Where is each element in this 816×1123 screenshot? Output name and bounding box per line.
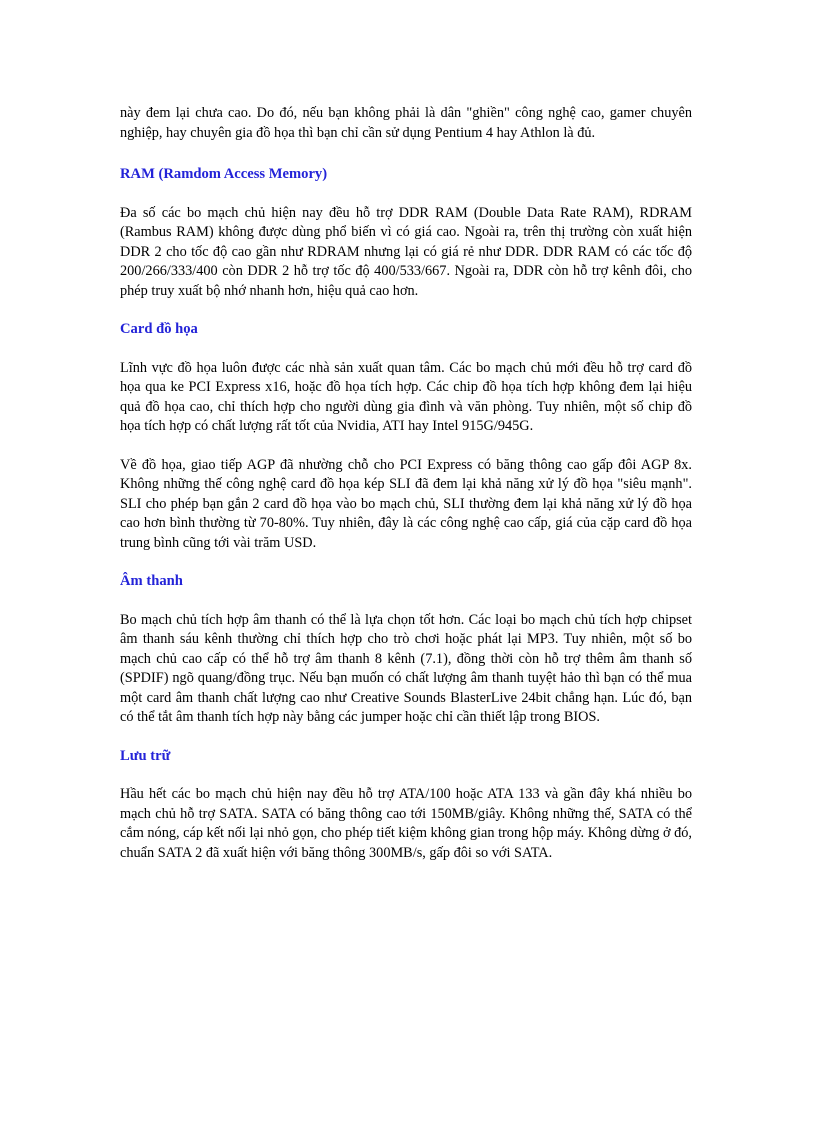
section-heading-graphics-card: Card đồ họa	[120, 321, 198, 337]
section-heading-storage: Lưu trữ	[120, 747, 171, 764]
section-heading-ram: RAM (Ramdom Access Memory)	[120, 166, 328, 182]
ram-paragraph: Đa số các bo mạch chủ hiện nay đều hỗ trợ DDR RAM (Double Data Rate RAM), RDRAM (Rambus RAM) không được dùng phổ biến vì có giá cao. Ngoài ra, trên thị trường còn xuất hiện DDR 2 cho tốc độ cao gần như RDRAM nhưng lại có giá rẻ như DDR. DDR RAM có các tốc độ 200/266/333/400 còn DDR 2 hỗ trợ tốc độ 400/533/667. Ngoài ra, DDR còn hỗ trợ kênh đôi, cho phép truy xuất bộ nhớ nhanh hơn, hiệu quả cao hơn.	[120, 204, 692, 299]
intro-paragraph: này đem lại chưa cao. Do đó, nếu bạn không phải là dân "ghiền" công nghệ cao, gamer chuyên nghiệp, hay chuyên gia đồ họa thì bạn chỉ cần sử dụng Pentium 4 hay Athlon là đủ.	[120, 105, 692, 141]
graphics-paragraph-1: Lĩnh vực đồ họa luôn được các nhà sản xuất quan tâm. Các bo mạch chủ mới đều hỗ trợ card đồ họa qua ke PCI Express x16, hoặc đồ họa tích hợp. Các chip đồ họa tích hợp không đem lại hiệu quả đồ họa cao, chỉ thích hợp cho người dùng gia đình và văn phòng. Tuy nhiên, một số chip đồ họa tích hợp có chất lượng rất tốt của Nvidia, ATI hay Intel 915G/945G.	[120, 359, 692, 434]
document-page	[120, 104, 692, 863]
audio-paragraph: Bo mạch chủ tích hợp âm thanh có thể là lựa chọn tốt hơn. Các loại bo mạch chủ tích hợp chipset âm thanh sáu kênh thường chỉ thích hợp cho trò chơi hoặc phát lại MP3. Tuy nhiên, một số bo mạch chủ cao cấp có thể hỗ trợ âm thanh 8 kênh (7.1), đồng thời còn hỗ trợ thêm âm thanh số (SPDIF) ngõ quang/đồng trục. Nếu bạn muốn có chất lượng âm thanh tuyệt hảo thì bạn có thể mua một card âm thanh chất lượng cao như Creative Sounds BlasterLive 24bit chẳng hạn. Lúc đó, bạn có thể tắt âm thanh tích hợp này bằng các jumper hoặc chỉ cần thiết lập trong BIOS.	[120, 611, 692, 725]
graphics-paragraph-2: Về đồ họa, giao tiếp AGP đã nhường chỗ cho PCI Express có băng thông cao gấp đôi AGP 8x. Không những thế công nghệ card đồ họa kép SLI đã đem lại khả năng xử lý đồ họa "siêu mạnh". SLI cho phép bạn gắn 2 card đồ họa vào bo mạch chủ, SLI thường đem lại khả năng xử lý đồ họa cao hơn bình thường từ 70-80%. Tuy nhiên, đây là các công nghệ cao cấp, giá của cặp card đồ họa trung bình cũng tới vài trăm USD.	[120, 456, 692, 551]
section-heading-audio: Âm thanh	[120, 573, 183, 589]
storage-paragraph: Hầu hết các bo mạch chủ hiện nay đều hỗ trợ ATA/100 hoặc ATA 133 và gần đây khá nhiều bo mạch chủ hỗ trợ SATA. SATA có băng thông cao tới 150MB/giây. Không những thế, SATA có thể cắm nóng, cáp kết nối lại nhỏ gọn, cho phép tiết kiệm không gian trong hộp máy. Không dừng ở đó, chuẩn SATA 2 đã xuất hiện với băng thông 300MB/s, gấp đôi so với SATA.	[120, 786, 692, 861]
